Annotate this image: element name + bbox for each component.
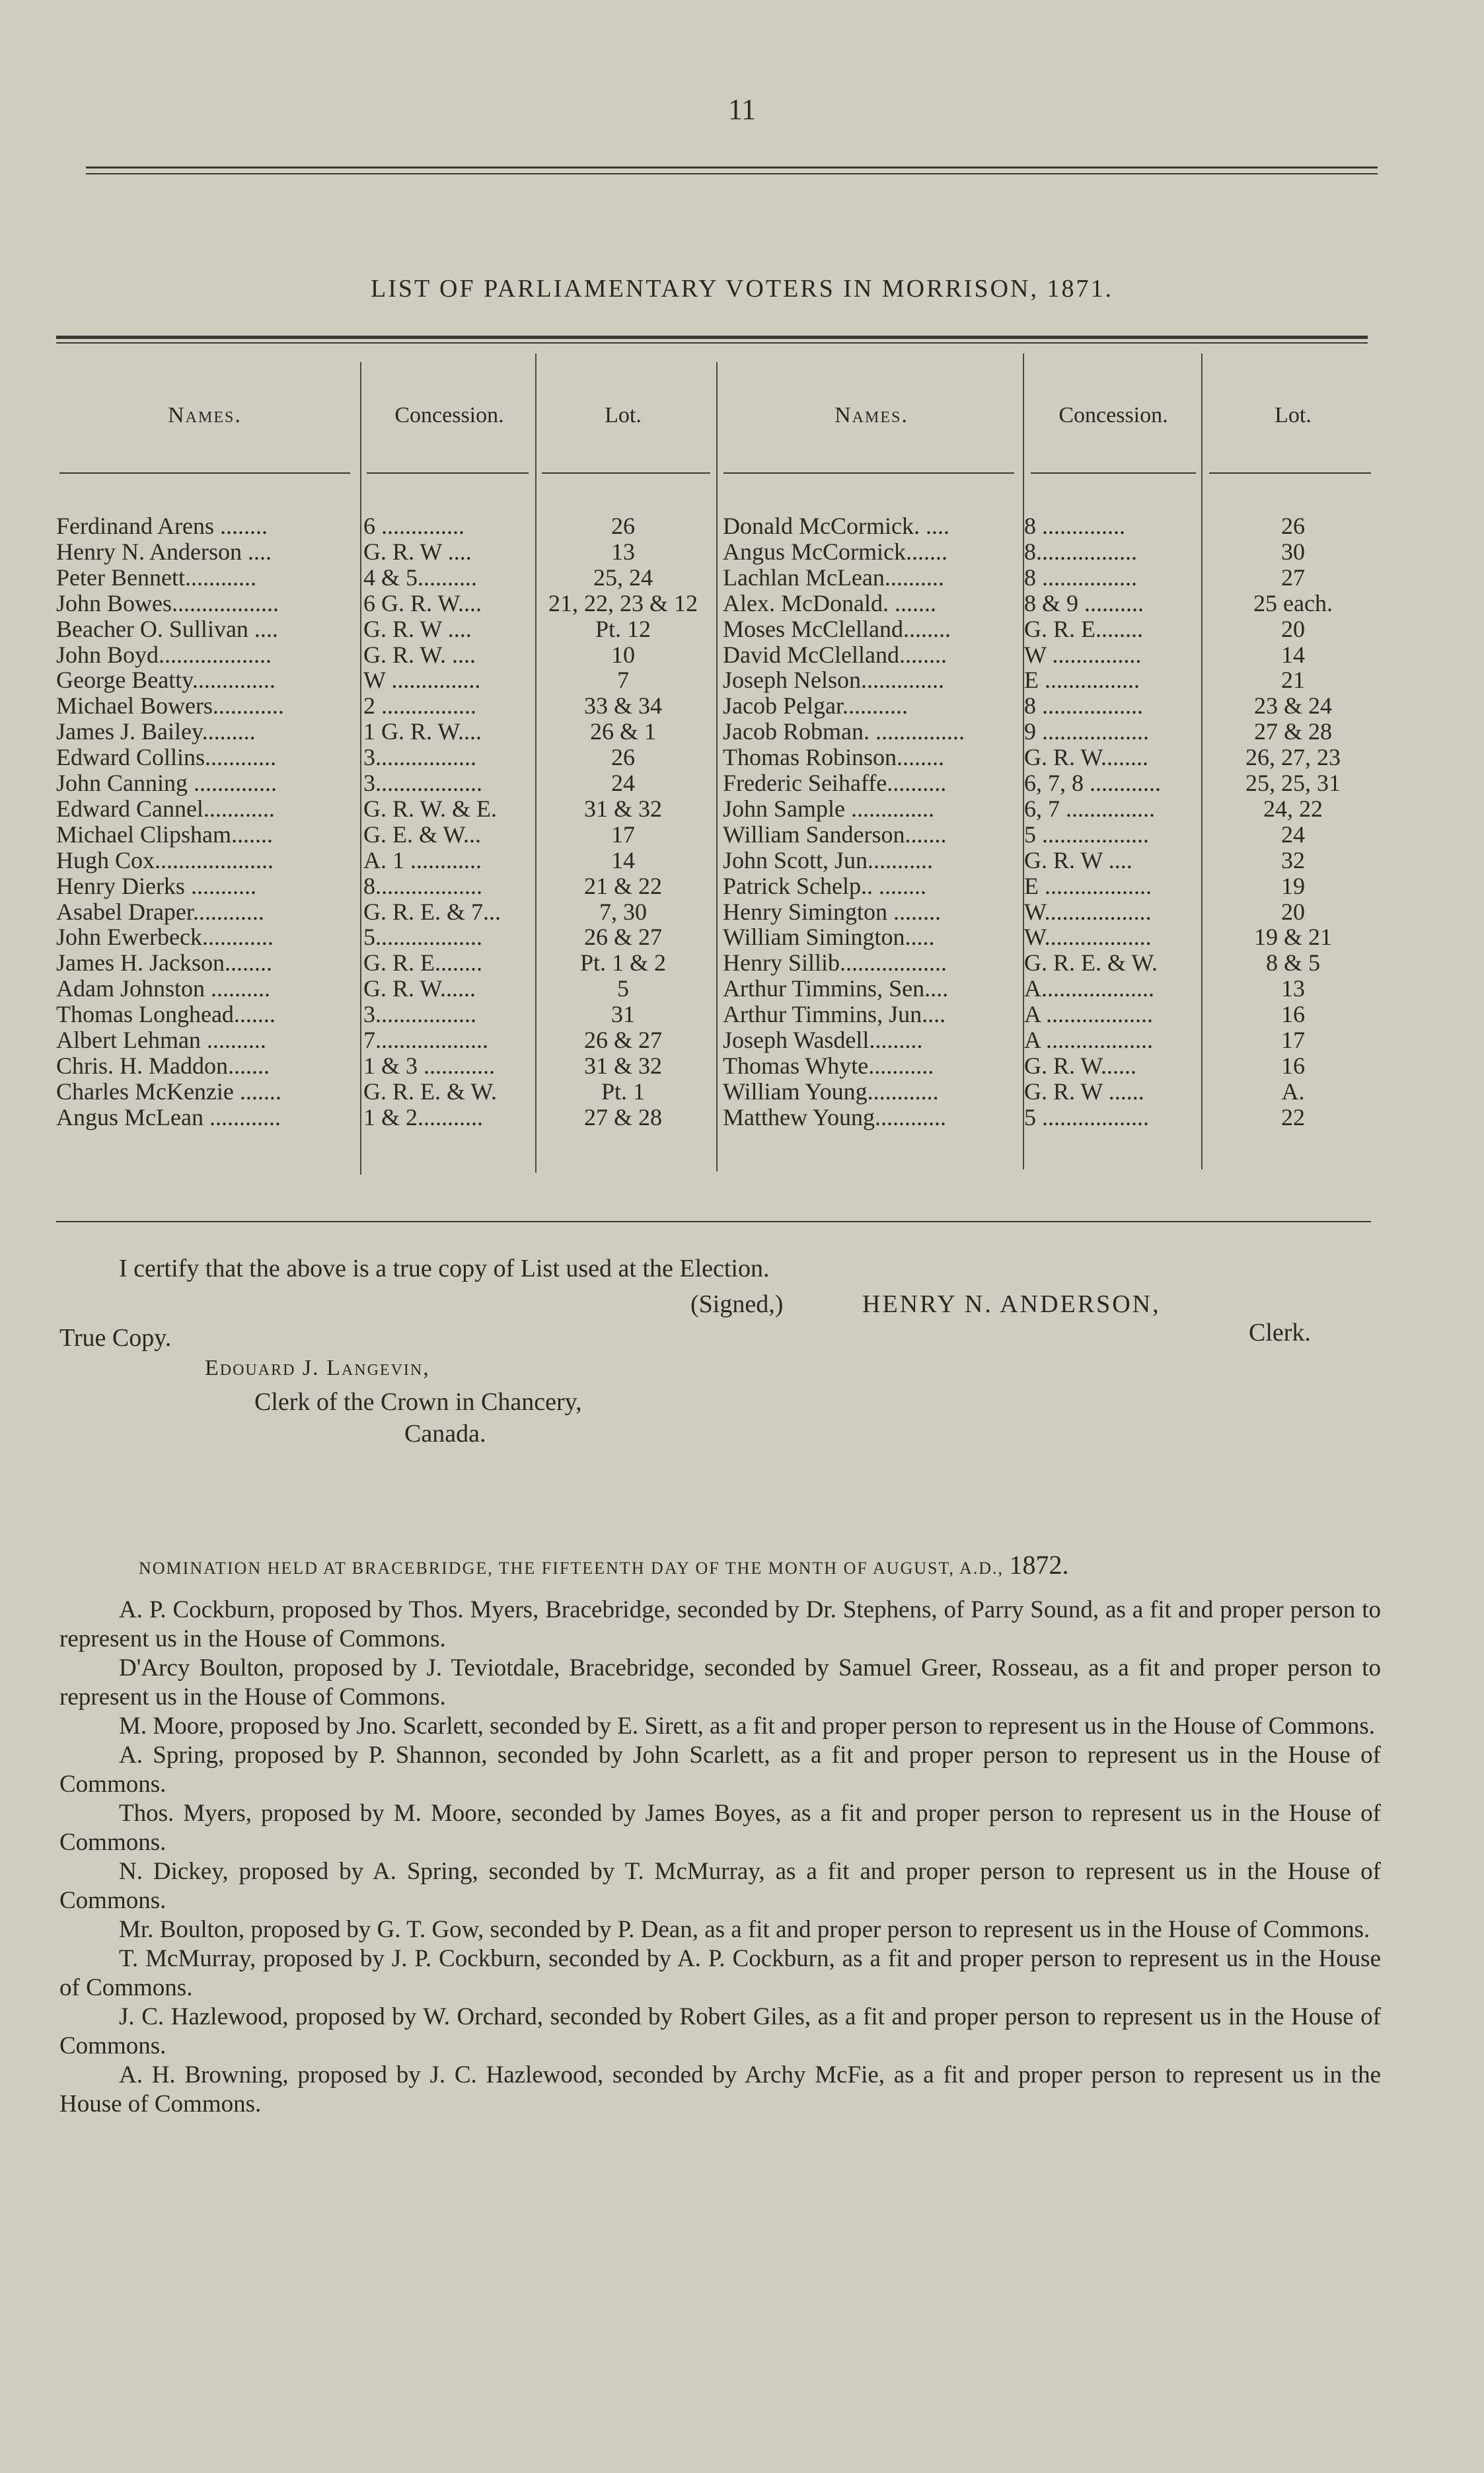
table-row — [0, 975, 1484, 1004]
voter-lot: 22 — [1281, 1103, 1305, 1130]
signer-name: HENRY N. ANDERSON, — [862, 1290, 1161, 1318]
column-header-names: Names. — [168, 403, 242, 427]
voter-lot: 26 & 1 — [589, 718, 656, 745]
nomination-year: 1872. — [1009, 1550, 1069, 1580]
voter-concession: G. R. W .... — [363, 615, 472, 642]
voter-name: Thomas Robinson........ — [723, 744, 945, 771]
voter-name: James J. Bailey......... — [56, 718, 256, 745]
voter-concession: 1 & 2........... — [363, 1103, 484, 1130]
table-row — [0, 666, 1484, 695]
voter-concession: 8 ................ — [1024, 564, 1137, 591]
top-rule-2 — [86, 173, 1378, 174]
voter-concession: A................... — [1024, 975, 1154, 1002]
voter-name: Alex. McDonald. ....... — [723, 589, 936, 616]
nomination-paragraph: Mr. Boulton, proposed by G. T. Gow, seconded by P. Dean, as a fit and proper person to represent us in the House of Commons. — [119, 1916, 1370, 1943]
voter-concession: G. R. E. & W. — [363, 1078, 498, 1105]
voter-name: Joseph Wasdell......... — [723, 1027, 923, 1053]
table-row — [0, 564, 1484, 593]
voter-lot: 32 — [1281, 846, 1305, 873]
voter-concession: 5.................. — [363, 924, 482, 951]
voter-lot: 25 each. — [1253, 589, 1333, 616]
voter-lot: 26 — [611, 744, 635, 771]
table-row — [0, 692, 1484, 721]
voter-concession: 8................. — [1024, 538, 1137, 565]
top-rule — [86, 166, 1378, 168]
table-row — [0, 795, 1484, 824]
nomination-list — [59, 1596, 1381, 2119]
voter-concession: G. R. W .... — [1024, 846, 1132, 873]
column-header-concession: Concession. — [394, 403, 504, 427]
voter-lot: 7, 30 — [599, 898, 647, 925]
voter-lot: 14 — [1281, 641, 1305, 668]
voter-concession: G. R. E........ — [363, 949, 482, 977]
voter-name: Joseph Nelson.............. — [723, 667, 944, 694]
voter-concession: G. R. E. & W. — [1024, 949, 1158, 977]
voter-concession: 8 ................. — [1024, 692, 1143, 720]
nomination-paragraph: T. McMurray, proposed by J. P. Cockburn, seconded by A. P. Cockburn, as a fit and proper person to represent us in the House of Commons. — [59, 1945, 1381, 2001]
voter-lot: 5 — [617, 975, 629, 1002]
voter-lot: 24 — [1281, 821, 1305, 848]
nomination-paragraph: N. Dickey, proposed by A. Spring, seconded by T. McMurray, as a fit and proper person to represent us in the House of Commons. — [59, 1858, 1381, 1914]
voter-lot: 13 — [1281, 975, 1305, 1002]
voter-concession: 6, 7 ............... — [1024, 795, 1155, 822]
voter-concession: G. R. E. & 7... — [363, 898, 501, 925]
page-title: LIST OF PARLIAMENTARY VOTERS IN MORRISON, 1871. — [371, 275, 1113, 303]
voter-concession: A. 1 ............ — [363, 846, 482, 873]
voter-name: William Simington..... — [723, 924, 935, 951]
header-underline — [1209, 472, 1371, 474]
header-underline — [1031, 472, 1196, 474]
voter-name: Henry N. Anderson .... — [56, 538, 272, 565]
voter-lot: 33 & 34 — [583, 692, 662, 720]
signed-label: (Signed,) — [690, 1290, 784, 1318]
voter-name: Edward Cannel............ — [56, 795, 275, 822]
voter-lot: 27 & 28 — [1253, 718, 1332, 745]
table-row — [0, 512, 1484, 541]
voter-concession: 3................. — [363, 744, 476, 771]
voter-concession: E ................ — [1024, 667, 1140, 694]
voter-concession: 1 & 3 ............ — [363, 1052, 496, 1079]
voter-lot: 21, 22, 23 & 12 — [548, 589, 698, 616]
nomination-heading — [139, 1549, 1069, 1580]
header-underline — [59, 472, 350, 474]
voter-lot: 19 — [1281, 872, 1305, 899]
voter-lot: Pt. 1 — [601, 1078, 646, 1105]
voter-lot: 25, 24 — [593, 564, 653, 591]
voter-concession: 7................... — [363, 1027, 488, 1053]
voter-name: William Sanderson....... — [723, 821, 947, 848]
voter-lot: 17 — [611, 821, 635, 848]
voter-name: Peter Bennett............ — [56, 564, 256, 591]
voter-name: Matthew Young............ — [723, 1103, 947, 1130]
table-row — [0, 743, 1484, 772]
voter-lot: 21 & 22 — [583, 872, 662, 899]
voter-concession: A .................. — [1024, 1001, 1154, 1028]
voter-lot: Pt. 12 — [595, 615, 651, 642]
nomination-paragraph: M. Moore, proposed by Jno. Scarlett, seconded by E. Sirett, as a fit and proper person to represent us in the House of Commons. — [119, 1713, 1376, 1740]
voter-name: John Scott, Jun........... — [723, 846, 934, 873]
table-row — [0, 589, 1484, 618]
voter-concession: E .................. — [1024, 872, 1152, 899]
column-header-names: Names. — [835, 403, 909, 427]
voter-name: Donald McCormick. .... — [723, 513, 949, 539]
voter-concession: G. R. W. .... — [363, 641, 476, 668]
voter-concession: G. R. W........ — [1024, 744, 1149, 771]
table-top-rule — [56, 336, 1368, 339]
header-underline — [723, 472, 1014, 474]
copy-signer-name: Edouard J. Langevin, — [205, 1356, 430, 1380]
voter-name: Arthur Timmins, Sen.... — [723, 975, 949, 1002]
voter-concession: G. R. E........ — [1024, 615, 1143, 642]
voter-name: Thomas Whyte........... — [723, 1052, 934, 1079]
voter-name: Michael Clipsham....... — [56, 821, 273, 848]
nomination-paragraph: A. P. Cockburn, proposed by Thos. Myers, Bracebridge, seconded by Dr. Stephens, of Parry Sound, as a fit and proper person to represent us in the House of Commons. — [59, 1596, 1381, 1652]
voter-concession: W.................. — [1024, 924, 1152, 951]
table-row — [0, 538, 1484, 567]
voter-name: Patrick Schelp.. ........ — [723, 872, 926, 899]
voter-lot: 27 — [1281, 564, 1305, 591]
voter-name: Frederic Seihaffe.......... — [723, 770, 947, 796]
voter-name: John Boyd................... — [56, 641, 272, 668]
signer-title: Clerk. — [1249, 1319, 1311, 1347]
voter-name: Albert Lehman .......... — [56, 1027, 266, 1053]
voter-concession: 8 .............. — [1024, 513, 1125, 539]
voter-concession: 6 .............. — [363, 513, 464, 539]
nomination-paragraph: A. Spring, proposed by P. Shannon, seconded by John Scarlett, as a fit and proper person to represent us in the House of Commons. — [59, 1742, 1381, 1798]
voter-lot: 26 & 27 — [583, 924, 662, 951]
table-row — [0, 1052, 1484, 1081]
voter-lot: 19 & 21 — [1253, 924, 1332, 951]
voter-name: Ferdinand Arens ........ — [56, 513, 268, 539]
voter-name: Angus McLean ............ — [56, 1103, 281, 1130]
voter-name: Angus McCormick....... — [723, 538, 947, 565]
table-row — [0, 846, 1484, 875]
voter-name: Beacher O. Sullivan .... — [56, 615, 278, 642]
voter-concession: 3.................. — [363, 770, 482, 796]
voter-name: Lachlan McLean.......... — [723, 564, 944, 591]
voter-concession: G. R. W ...... — [1024, 1078, 1144, 1105]
voter-lot: 31 & 32 — [583, 1052, 662, 1079]
true-copy-label: True Copy. — [59, 1324, 172, 1352]
copy-signer-place: Canada. — [404, 1420, 486, 1448]
voter-lot: 20 — [1281, 615, 1305, 642]
voter-name: John Ewerbeck............ — [56, 924, 274, 951]
table-row — [0, 949, 1484, 978]
table-row — [0, 1000, 1484, 1029]
voter-name: Asabel Draper............ — [56, 898, 264, 925]
voter-concession: W ............... — [1024, 641, 1142, 668]
voter-lot: 21 — [1281, 667, 1305, 694]
voter-name: Henry Dierks ........... — [56, 872, 256, 899]
voter-concession: 3................. — [363, 1001, 476, 1028]
voter-concession: G. R. W .... — [363, 538, 472, 565]
voter-lot: 17 — [1281, 1027, 1305, 1053]
voter-lot: 23 & 24 — [1253, 692, 1332, 720]
voter-lot: 30 — [1281, 538, 1305, 565]
voter-lot: 14 — [611, 846, 635, 873]
voter-lot: 7 — [617, 667, 629, 694]
voter-lot: 16 — [1281, 1001, 1305, 1028]
voter-name: Chris. H. Maddon....... — [56, 1052, 270, 1079]
voter-lot: 25, 25, 31 — [1245, 770, 1341, 796]
table-row — [0, 769, 1484, 798]
column-header-lot: Lot. — [1275, 403, 1312, 427]
voter-name: Henry Sillib.................. — [723, 949, 947, 977]
voter-concession: 5 .................. — [1024, 1103, 1149, 1130]
voter-concession: A .................. — [1024, 1027, 1154, 1053]
certification-statement: I certify that the above is a true copy of List used at the Election. — [119, 1255, 770, 1282]
voter-concession: 5 .................. — [1024, 821, 1149, 848]
voter-concession: 1 G. R. W.... — [363, 718, 482, 745]
voter-lot: 27 & 28 — [583, 1103, 662, 1130]
voter-lot: 24 — [611, 770, 635, 796]
voter-lot: 13 — [611, 538, 635, 565]
table-row — [0, 718, 1484, 747]
voter-concession: 8.................. — [363, 872, 482, 899]
voter-name: Jacob Robman. ............... — [723, 718, 965, 745]
voter-lot: 16 — [1281, 1052, 1305, 1079]
header-underline — [367, 472, 529, 474]
voter-lot: 8 & 5 — [1265, 949, 1320, 977]
voter-lot: 31 — [611, 1001, 635, 1028]
voter-lot: 26 — [611, 513, 635, 539]
voter-concession: G. R. W...... — [363, 975, 476, 1002]
voter-lot: 26 & 27 — [583, 1027, 662, 1053]
header-underline — [542, 472, 710, 474]
voter-name: William Young............ — [723, 1078, 939, 1105]
table-row — [0, 821, 1484, 850]
voter-lot: 24, 22 — [1263, 795, 1323, 822]
table-bottom-rule — [56, 1221, 1371, 1222]
nomination-paragraph: Thos. Myers, proposed by M. Moore, seconded by James Boyes, as a fit and proper person to represent us in the House of Commons. — [59, 1800, 1381, 1856]
page-number: 11 — [727, 93, 757, 126]
table-row — [0, 898, 1484, 927]
voter-name: Thomas Longhead....... — [56, 1001, 276, 1028]
voter-concession: G. R. W. & E. — [363, 795, 498, 822]
nomination-paragraph: D'Arcy Boulton, proposed by J. Teviotdale, Bracebridge, seconded by Samuel Greer, Rosseau, as a fit and proper person to represent us in the House of Commons. — [59, 1654, 1381, 1711]
voter-lot: Pt. 1 & 2 — [579, 949, 667, 977]
voter-name: John Sample .............. — [723, 795, 934, 822]
voter-concession: 8 & 9 .......... — [1024, 589, 1144, 616]
voter-name: Henry Simington ........ — [723, 898, 941, 925]
voter-name: John Bowes.................. — [56, 589, 279, 616]
voter-name: Adam Johnston .......... — [56, 975, 270, 1002]
voter-name: John Canning .............. — [56, 770, 278, 796]
table-row — [0, 872, 1484, 901]
table-row — [0, 923, 1484, 952]
nomination-heading-text: NOMINATION HELD AT BRACEBRIDGE, THE FIFTEENTH DAY OF THE MONTH OF AUGUST, A.D., — [139, 1559, 1004, 1578]
table-row — [0, 641, 1484, 670]
voter-lot: 10 — [611, 641, 635, 668]
voter-name: James H. Jackson........ — [56, 949, 272, 977]
voter-concession: 9 .................. — [1024, 718, 1149, 745]
column-header-lot: Lot. — [605, 403, 642, 427]
voter-lot: 26 — [1281, 513, 1305, 539]
voter-concession: W.................. — [1024, 898, 1152, 925]
table-top-rule-2 — [56, 342, 1368, 344]
voter-concession: G. E. & W... — [363, 821, 482, 848]
copy-signer-title: Clerk of the Crown in Chancery, — [254, 1388, 582, 1416]
voter-name: Charles McKenzie ....... — [56, 1078, 281, 1105]
voter-name: David McClelland........ — [723, 641, 947, 668]
table-row — [0, 1103, 1484, 1132]
voter-name: Edward Collins............ — [56, 744, 276, 771]
voter-concession: G. R. W...... — [1024, 1052, 1137, 1079]
voter-concession: 2 ................ — [363, 692, 476, 720]
table-row — [0, 615, 1484, 644]
voter-concession: W ............... — [363, 667, 481, 694]
nomination-paragraph: J. C. Hazlewood, proposed by W. Orchard, seconded by Robert Giles, as a fit and proper person to represent us in the House of Commons. — [59, 2003, 1381, 2059]
column-header-concession: Concession. — [1058, 403, 1168, 427]
voter-name: Hugh Cox.................... — [56, 846, 274, 873]
nomination-paragraph: A. H. Browning, proposed by J. C. Hazlewood, seconded by Archy McFie, as a fit and proper person to represent us in the House of Commons. — [59, 2061, 1381, 2118]
table-row — [0, 1078, 1484, 1107]
voter-lot: A. — [1281, 1078, 1305, 1105]
voter-name: George Beatty.............. — [56, 667, 276, 694]
voter-name: Arthur Timmins, Jun.... — [723, 1001, 946, 1028]
voter-name: Moses McClelland........ — [723, 615, 951, 642]
voter-concession: 6 G. R. W.... — [363, 589, 482, 616]
voter-name: Michael Bowers............ — [56, 692, 284, 720]
voter-concession: 6, 7, 8 ............ — [1024, 770, 1161, 796]
voter-lot: 31 & 32 — [583, 795, 662, 822]
voter-concession: 4 & 5.......... — [363, 564, 478, 591]
voter-name: Jacob Pelgar........... — [723, 692, 908, 720]
voter-lot: 20 — [1281, 898, 1305, 925]
table-row — [0, 1026, 1484, 1055]
voter-lot: 26, 27, 23 — [1245, 744, 1341, 771]
